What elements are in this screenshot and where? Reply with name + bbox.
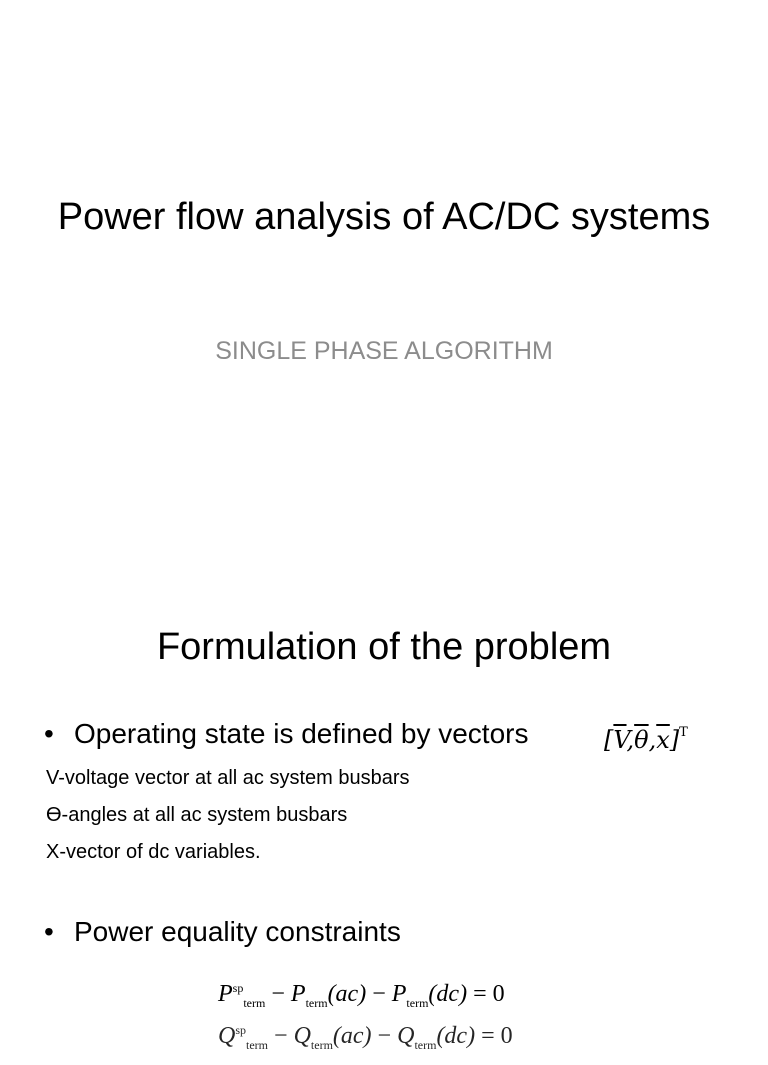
bullet-operating-state xyxy=(44,716,528,752)
state-vector-formula: $[\overline{V},\overline{\theta},\overline{x}]^T$ xyxy=(604,725,688,754)
power-equation-q-partial: $Q^{sp}_{term} - Q_{term}(ac) - Q_{term}(dc) = 0$ xyxy=(218,1023,513,1052)
bullet-text: Power equality constraints xyxy=(74,916,401,947)
definition-angles: Ө-angles at all ac system busbars xyxy=(46,804,348,826)
bullet-dot-icon: • xyxy=(44,916,54,947)
slide1-subtitle: SINGLE PHASE ALGORITHM xyxy=(215,337,553,365)
definition-voltage: V-voltage vector at all ac system busbars xyxy=(46,767,410,789)
definition-dc-variables: X-vector of dc variables. xyxy=(46,841,261,863)
slide1-title: Power flow analysis of AC/DC systems xyxy=(57,196,711,238)
bullet-power-equality xyxy=(44,914,401,950)
bullet-text: Operating state is defined by vectors xyxy=(74,718,529,749)
power-equation-p: $P^{sp}_{term} - P_{term}(ac) - P_{term}(dc) = 0$ xyxy=(218,981,505,1010)
bullet-dot-icon: • xyxy=(44,718,54,749)
slide2-title: Formulation of the problem xyxy=(156,626,612,668)
definitions-list xyxy=(46,760,410,871)
